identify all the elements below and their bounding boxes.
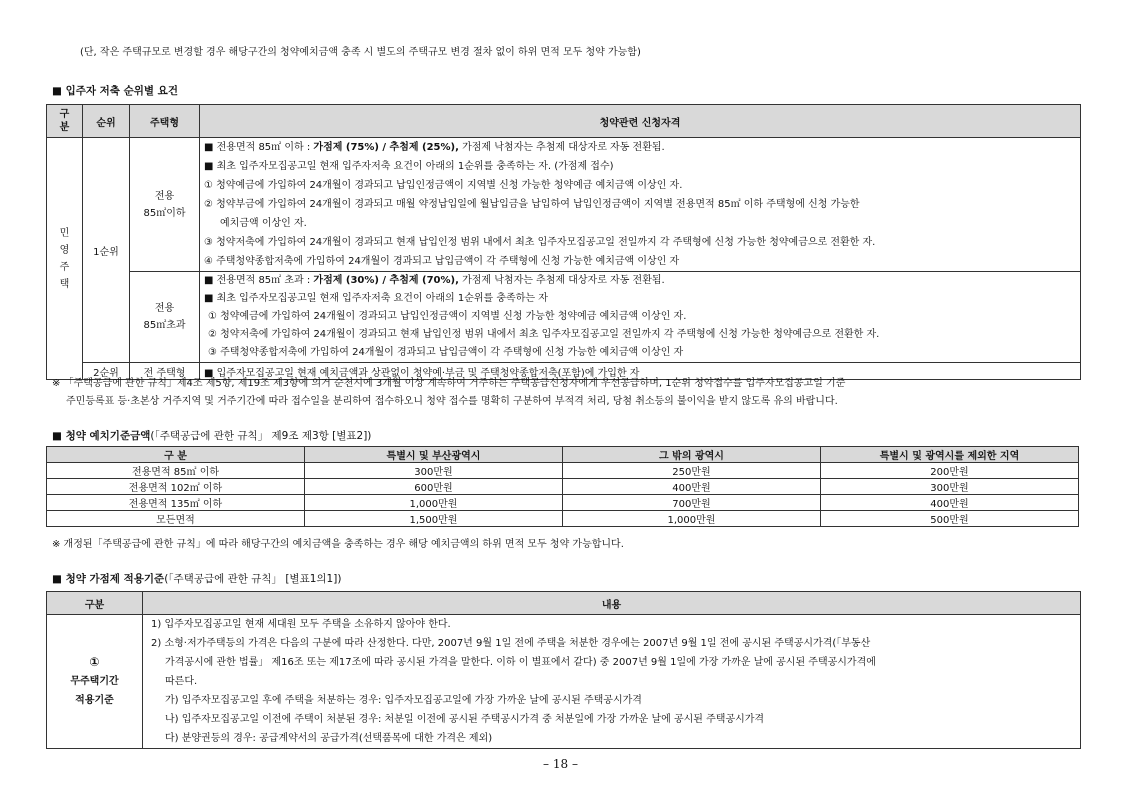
type-85-below: 전용 85㎡이하 [130,138,200,272]
section-title-savings-rank: ■ 입주자 저축 순위별 요건 [52,85,178,97]
gubun-private-housing: 민영주택 [47,138,83,380]
header-type: 주택형 [130,105,200,138]
qualification-85-over: ■ 전용면적 85㎡ 초과 : 가점제 (30%) / 추첨제 (70%), 가점제 낙첨자는 추첨제 대상자로 자동 전환됨. ■ 최초 입주자모집공고일 현재 입주자저축 요건이 아래의 1순위를 충족하는 자 ① 청약예금에 가입하여 24개월이 경과되고 납입인정금액이 지역별 신청 가능한 청약예금 예치금액 이상인 자. ② 청약저축에 가입하여 24개월이 경과되고 현재 납입인정 범위 내에서 최초 입주자모집공고일 전일까지 각 주택형에 신청 가능한 청약예금으로 전환한 자. ③ 주택청약종합저축에 가입하여 24개월이 경과되고 납입금액이 각 주택형에 신청 가능한 예치금액 이상인 자 [200,272,1081,363]
deposit-header-other-regions: 특별시 및 광역시를 제외한 지역 [821,447,1079,463]
header-rank: 순위 [83,105,130,138]
point-system-content: 1) 입주자모집공고일 현재 세대원 모두 주택을 소유하지 않아야 한다. 2) 소형·저가주택등의 가격은 다음의 구분에 따라 산정한다. 다만, 2007년 9월 1일 전에 주택을 처분한 경우에는 2007년 9월 1일 전에 공시된 주택공시가격(「부동산 가격공시에 관한 법률」 제16조 또는 제17조에 따라 공시된 가격을 말한다. 이하 이 별표에서 같다) 중 2007년 9월 1일에 가장 가까운 날에 공시된 주택공시가격에 따른다. 가) 입주자모집공고일 후에 주택을 처분하는 경우: 입주자모집공고일에 가장 가까운 날에 공시된 주택공시가격 나) 입주자모집공고일 이전에 주택이 처분된 경우: 처분일 이전에 공시된 주택공시가격 중 처분일에 가장 가까운 날에 공시된 주택공시가격 다) 분양권등의 경우: 공급계약서의 공급가격(선택품목에 대한 가격은 제외) [143,615,1081,749]
deposit-header-seoul-busan: 특별시 및 부산광역시 [305,447,563,463]
note-deposit: ※ 개정된「주택공급에 관한 규칙」에 따라 해당구간의 예치금액을 충족하는 경우 해당 예치금액의 하위 면적 모두 청약 가능합니다. [52,539,624,550]
rank-2: 2순위 [83,363,130,380]
qualification-85-below: ■ 전용면적 85㎡ 이하 : 가점제 (75%) / 추첨제 (25%), 가점제 낙첨자는 추첨제 대상자로 자동 전환됨. ■ 최초 입주자모집공고일 현재 입주자저축 요건이 아래의 1순위를 충족하는 자. (가점제 접수) ① 청약예금에 가입하여 24개월이 경과되고 납입인정금액이 지역별 신청 가능한 청약예금 예치금액 이상인 자. ② 청약부금에 가입하여 24개월이 경과되고 매월 약정납입일에 월납입금을 납입하여 납입인정금액이 지역별 전용면적 85㎡ 이하 주택형에 신청 가능한 예치금액 이상인 자. ③ 청약저축에 가입하여 24개월이 경과되고 현재 납입인정 범위 내에서 최초 입주자모집공고일 전일까지 각 주택형에 신청 가능한 청약예금으로 전환한 자. ④ 주택청약종합저축에 가입하여 24개월이 경과되고 납입금액이 각 주택형에 신청 가능한 예치금액 이상인 자 [200,138,1081,272]
point-header-gubun: 구분 [47,592,143,615]
rank-1: 1순위 [83,138,130,363]
page-number: – 18 – [543,757,578,771]
section-title-deposit: ■ 청약 예치기준금액(「주택공급에 관한 규칙」 제9조 제3항 [별표2]) [52,430,372,442]
no-house-period-criteria: ① 무주택기간 적용기준 [47,615,143,749]
point-header-content: 내용 [143,592,1081,615]
deposit-header-area: 구 분 [47,447,305,463]
top-note: (단, 작은 주택규모로 변경할 경우 해당구간의 청약예치금액 충족 시 별도의 주택규모 변경 절차 없이 하위 면적 모두 청약 가능함) [80,47,641,58]
table-row: 전용면적 135㎡ 이하 1,000만원 700만원 400만원 [47,495,1079,511]
deposit-table [46,446,1079,527]
savings-rank-table [46,104,1081,380]
table-row: 전용면적 85㎡ 이하 300만원 250만원 200만원 [47,463,1079,479]
table-row: 전용면적 102㎡ 이하 600만원 400만원 300만원 [47,479,1079,495]
section-title-point-system: ■ 청약 가점제 적용기준(「주택공급에 관한 규칙」 [별표1의1]) [52,573,342,585]
note-priority-supply-2: 주민등록표 등·초본상 거주지역 및 거주기간에 따라 접수일을 분리하여 접수하오니 청약 접수를 명확히 구분하여 부적격 처리, 당첨 취소등의 불이익을 받지 않도록 유의 바랍니다. [66,396,838,407]
table-row: 모든면적 1,500만원 1,000만원 500만원 [47,511,1079,527]
type-all: 전 주택형 [130,363,200,380]
note-priority-supply-1: ※ 「주택공급에 관한 규칙」제4조 제5항, 제19조 제3항에 의거 순천시에 3개월 이상 계속하여 거주하는 주택공급신청자에게 우선공급하며, 1순위 청약접수를 입주자모집공고일 기준 [52,378,846,389]
deposit-header-other-metro: 그 밖의 광역시 [563,447,821,463]
type-85-over: 전용 85㎡초과 [130,272,200,363]
header-qualification: 청약관련 신청자격 [200,105,1081,138]
qualification-rank-2: ■ 입주자모집공고일 현재 예치금액과 상관없이 청약예·부금 및 주택청약종합저축(포함)에 가입한 자 [200,363,1081,380]
point-system-table [46,591,1081,749]
header-gubun: 구분 [47,105,83,138]
